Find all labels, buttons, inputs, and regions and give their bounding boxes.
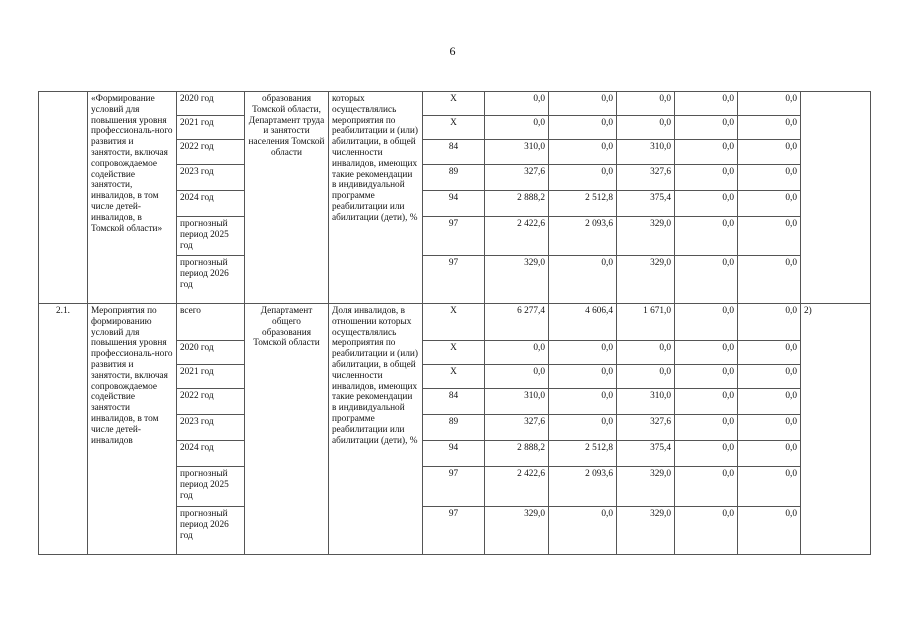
loc-value: 0,0 <box>675 365 738 389</box>
item-number <box>39 92 88 304</box>
ind-value: 89 <box>423 415 485 441</box>
total-value: 329,0 <box>485 507 549 555</box>
ext-value: 0,0 <box>738 365 801 389</box>
ext-value: 0,0 <box>738 304 801 341</box>
total-value: 310,0 <box>485 389 549 415</box>
loc-value: 0,0 <box>675 116 738 140</box>
total-value: 2 888,2 <box>485 191 549 217</box>
reg-value: 1 671,0 <box>617 304 675 341</box>
loc-value: 0,0 <box>675 341 738 365</box>
indicator-cell: Доля инвалидов, в отношении которых осуществлялись мероприятия по реабилитации и (или) абилитации, в общей численности инвалидов, имеющих такие рекомендации в индивидуальной программе реабилитации или абилитации (дети), % <box>329 304 423 555</box>
note-cell: 2) <box>801 304 871 555</box>
total-value: 329,0 <box>485 256 549 304</box>
loc-value: 0,0 <box>675 415 738 441</box>
indicator-cell: которых осуществлялись мероприятия по реабилитации и (или) абилитации, в общей численности инвалидов, имеющих такие рекомендации в индивидуальной программе реабилитации или абилитации (дети), % <box>329 92 423 304</box>
executor-cell: образования Томской области, Департамент труда и занятости населения Томской области <box>245 92 329 304</box>
period-cell: 2024 год <box>177 441 245 467</box>
fed-value: 0,0 <box>549 389 617 415</box>
reg-value: 0,0 <box>617 341 675 365</box>
ind-value: 94 <box>423 441 485 467</box>
fed-value: 0,0 <box>549 116 617 140</box>
ind-value: 97 <box>423 467 485 507</box>
total-value: 327,6 <box>485 415 549 441</box>
fed-value: 2 512,8 <box>549 191 617 217</box>
loc-value: 0,0 <box>675 256 738 304</box>
total-value: 0,0 <box>485 116 549 140</box>
reg-value: 310,0 <box>617 389 675 415</box>
loc-value: 0,0 <box>675 165 738 191</box>
ind-value: 89 <box>423 165 485 191</box>
total-value: 2 888,2 <box>485 441 549 467</box>
fed-value: 4 606,4 <box>549 304 617 341</box>
period-cell: 2024 год <box>177 191 245 217</box>
ext-value: 0,0 <box>738 256 801 304</box>
fed-value: 0,0 <box>549 415 617 441</box>
loc-value: 0,0 <box>675 191 738 217</box>
ind-value: Х <box>423 341 485 365</box>
total-value: 327,6 <box>485 165 549 191</box>
total-value: 6 277,4 <box>485 304 549 341</box>
reg-value: 329,0 <box>617 256 675 304</box>
ext-value: 0,0 <box>738 389 801 415</box>
period-cell: всего <box>177 304 245 341</box>
ext-value: 0,0 <box>738 217 801 256</box>
note-cell <box>801 92 871 304</box>
total-value: 0,0 <box>485 341 549 365</box>
ext-value: 0,0 <box>738 191 801 217</box>
ind-value: Х <box>423 304 485 341</box>
period-cell: прогнозный период 2026 год <box>177 256 245 304</box>
period-cell: 2021 год <box>177 365 245 389</box>
block2-row <box>39 304 871 341</box>
ext-value: 0,0 <box>738 341 801 365</box>
loc-value: 0,0 <box>675 304 738 341</box>
fed-value: 2 093,6 <box>549 217 617 256</box>
item-name: Мероприятия по формированию условий для повышения уровня профессиональ-ного развития и занятости, включая сопровождаемое содействие занятости инвалидов, в том числе детей-инвалидов <box>88 304 177 555</box>
reg-value: 327,6 <box>617 415 675 441</box>
reg-value: 0,0 <box>617 116 675 140</box>
ind-value: 84 <box>423 140 485 165</box>
period-cell: 2021 год <box>177 116 245 140</box>
loc-value: 0,0 <box>675 92 738 116</box>
page-number: 6 <box>449 44 456 58</box>
period-cell: прогнозный период 2025 год <box>177 467 245 507</box>
total-value: 2 422,6 <box>485 217 549 256</box>
total-value: 2 422,6 <box>485 467 549 507</box>
loc-value: 0,0 <box>675 507 738 555</box>
period-cell: прогнозный период 2025 год <box>177 217 245 256</box>
ind-value: 97 <box>423 217 485 256</box>
loc-value: 0,0 <box>675 217 738 256</box>
fed-value: 0,0 <box>549 140 617 165</box>
ext-value: 0,0 <box>738 92 801 116</box>
ext-value: 0,0 <box>738 415 801 441</box>
fed-value: 0,0 <box>549 341 617 365</box>
item-name: «Формирование условий для повышения уровня профессиональ-ного развития и занятости, включая сопровождаемое содействие занятости, инвалидов, в том числе детей-инвалидов, в Томской области» <box>88 92 177 304</box>
total-value: 0,0 <box>485 92 549 116</box>
reg-value: 329,0 <box>617 217 675 256</box>
period-cell: 2022 год <box>177 389 245 415</box>
reg-value: 0,0 <box>617 92 675 116</box>
total-value: 310,0 <box>485 140 549 165</box>
loc-value: 0,0 <box>675 467 738 507</box>
ext-value: 0,0 <box>738 116 801 140</box>
ext-value: 0,0 <box>738 441 801 467</box>
ext-value: 0,0 <box>738 507 801 555</box>
period-cell: 2022 год <box>177 140 245 165</box>
loc-value: 0,0 <box>675 140 738 165</box>
reg-value: 0,0 <box>617 365 675 389</box>
fed-value: 2 093,6 <box>549 467 617 507</box>
fed-value: 0,0 <box>549 92 617 116</box>
period-cell: 2023 год <box>177 165 245 191</box>
reg-value: 310,0 <box>617 140 675 165</box>
ind-value: 94 <box>423 191 485 217</box>
ind-value: Х <box>423 365 485 389</box>
ind-value: Х <box>423 116 485 140</box>
item-number: 2.1. <box>39 304 88 555</box>
period-cell: 2020 год <box>177 341 245 365</box>
block1-row <box>39 92 871 116</box>
executor-cell: Департамент общего образования Томской области <box>245 304 329 555</box>
reg-value: 375,4 <box>617 191 675 217</box>
reg-value: 375,4 <box>617 441 675 467</box>
fed-value: 0,0 <box>549 365 617 389</box>
fed-value: 0,0 <box>549 165 617 191</box>
fed-value: 0,0 <box>549 507 617 555</box>
ind-value: Х <box>423 92 485 116</box>
reg-value: 329,0 <box>617 507 675 555</box>
ind-value: 97 <box>423 256 485 304</box>
ind-value: 97 <box>423 507 485 555</box>
ext-value: 0,0 <box>738 467 801 507</box>
period-cell: 2023 год <box>177 415 245 441</box>
program-table <box>38 91 871 555</box>
ext-value: 0,0 <box>738 165 801 191</box>
ind-value: 84 <box>423 389 485 415</box>
ext-value: 0,0 <box>738 140 801 165</box>
period-cell: 2020 год <box>177 92 245 116</box>
reg-value: 327,6 <box>617 165 675 191</box>
loc-value: 0,0 <box>675 441 738 467</box>
fed-value: 0,0 <box>549 256 617 304</box>
loc-value: 0,0 <box>675 389 738 415</box>
reg-value: 329,0 <box>617 467 675 507</box>
period-cell: прогнозный период 2026 год <box>177 507 245 555</box>
fed-value: 2 512,8 <box>549 441 617 467</box>
total-value: 0,0 <box>485 365 549 389</box>
